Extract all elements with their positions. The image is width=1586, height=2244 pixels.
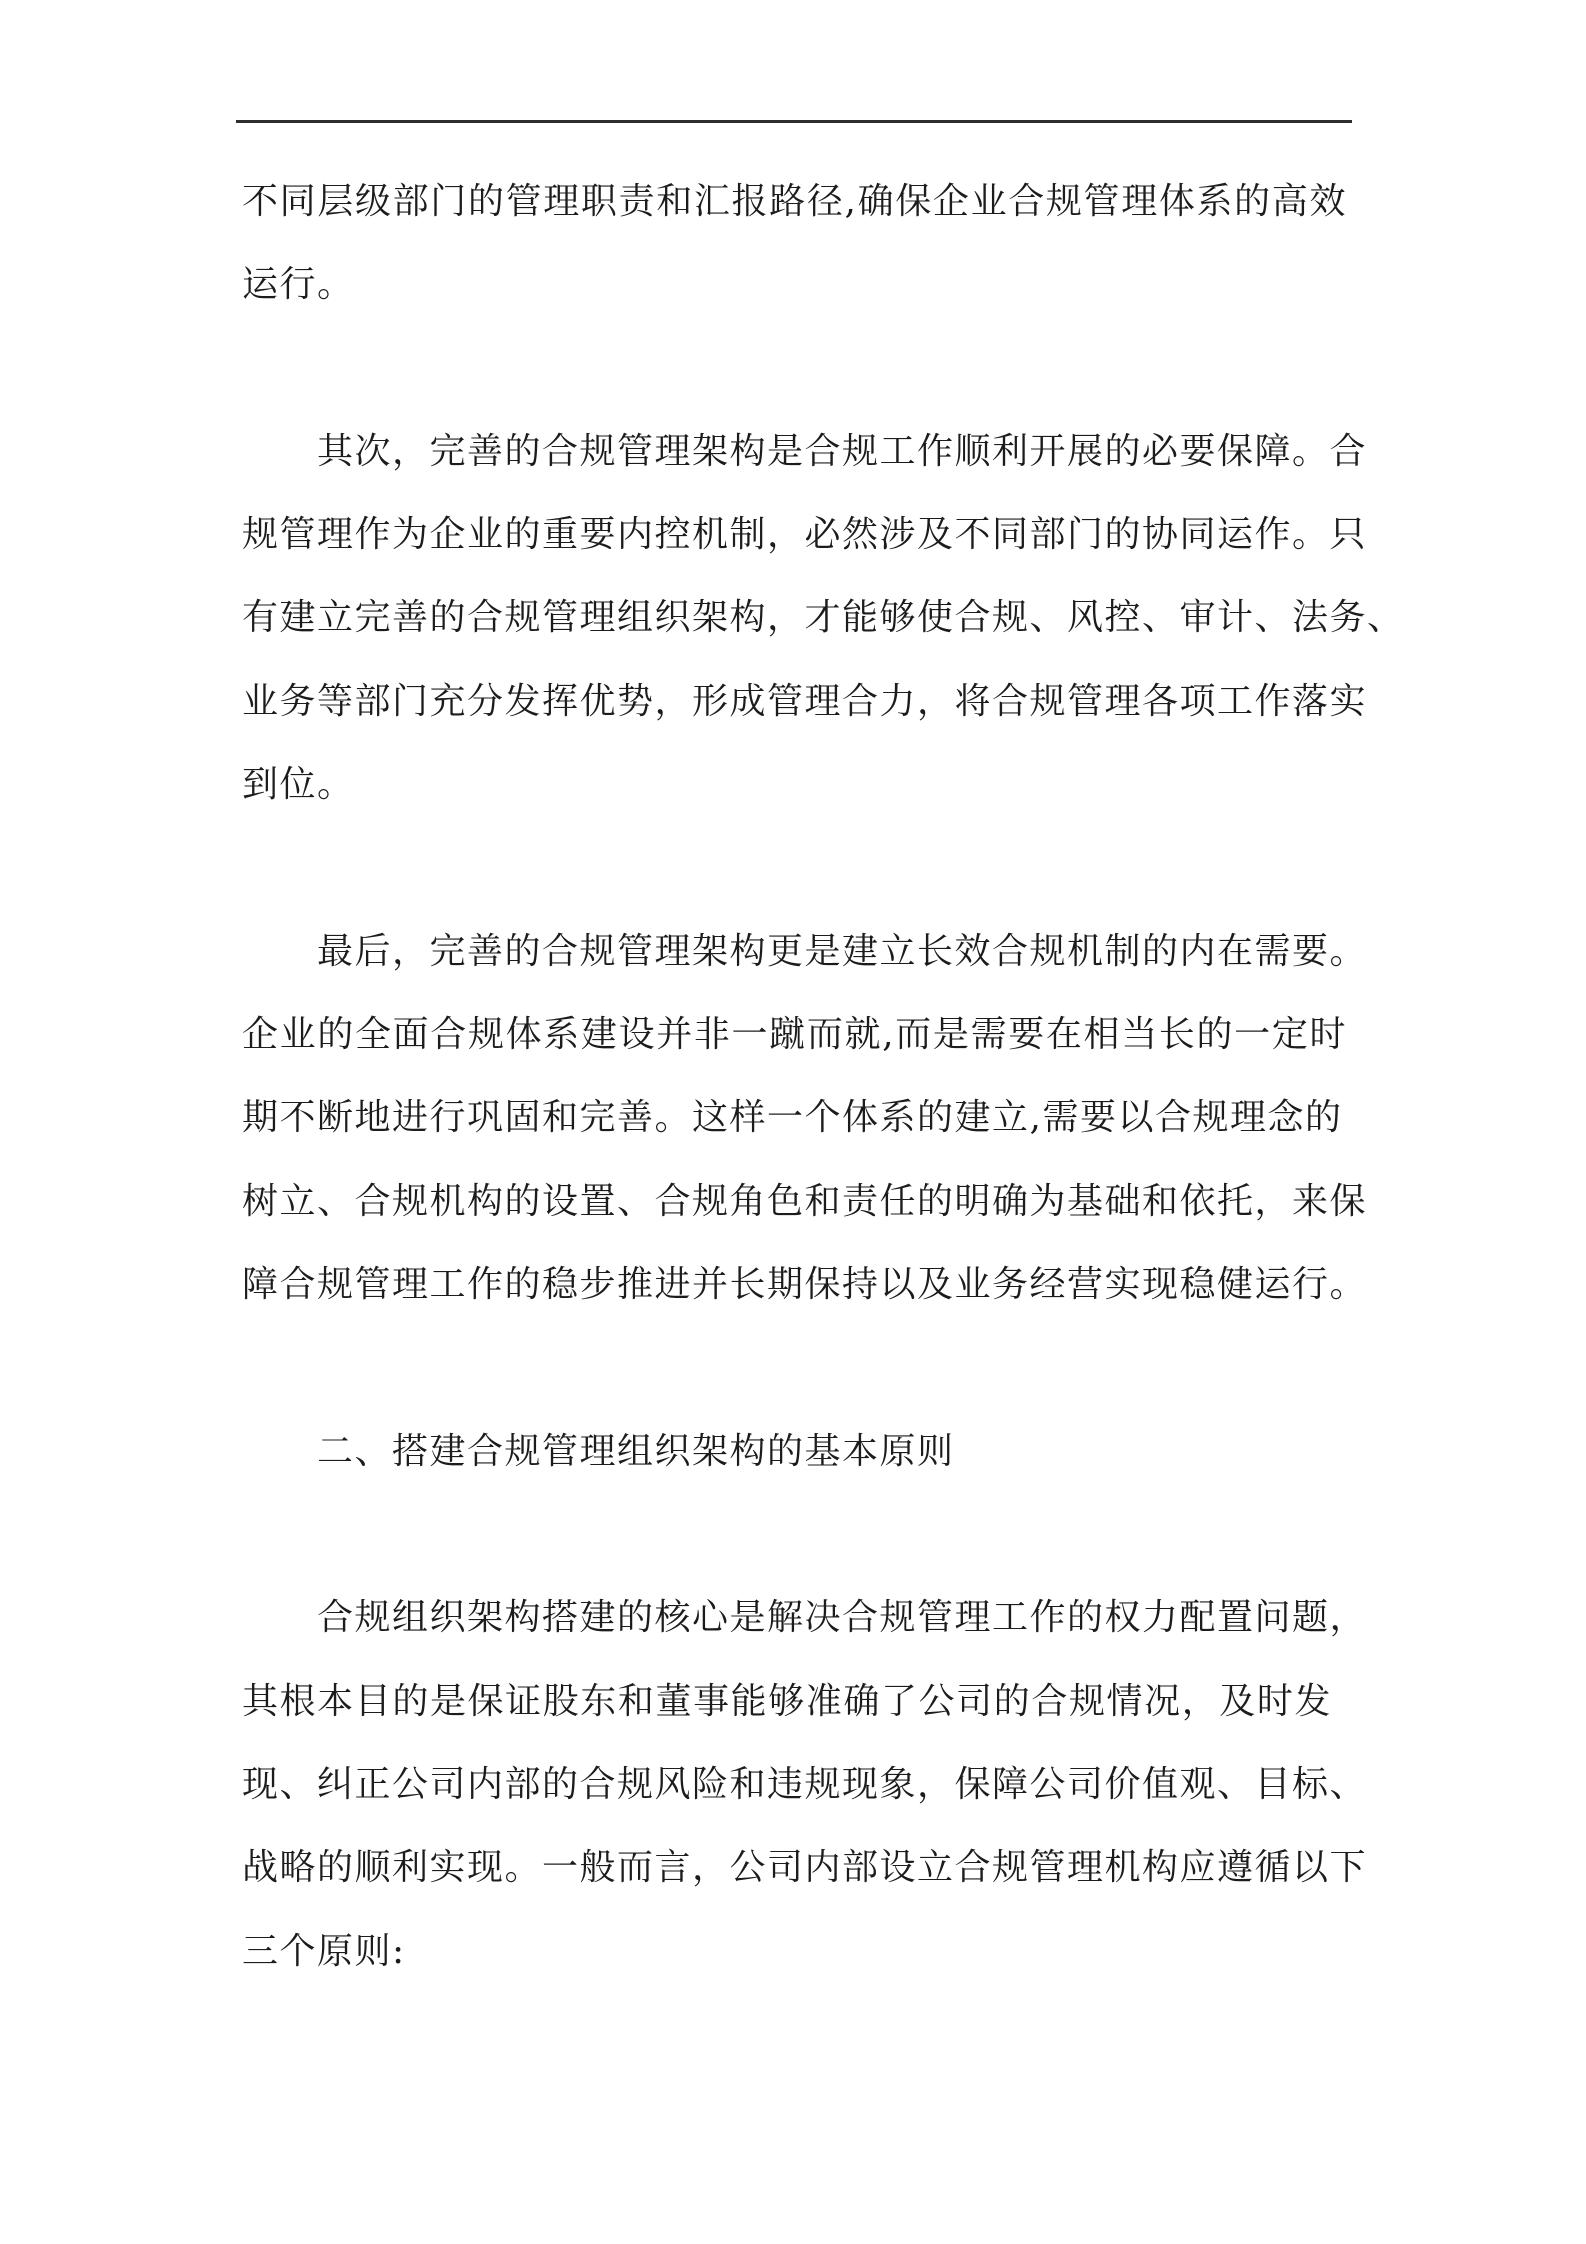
paragraph-line: 其次，完善的合规管理架构是合规工作顺利开展的必要保障。合 [317, 431, 1368, 472]
paragraph-line: 业务等部门充分发挥优势，形成管理合力，将合规管理各项工作落实 [242, 681, 1368, 722]
paragraph-line: 运行。 [242, 264, 355, 305]
paragraph-line: 有建立完善的合规管理组织架构，才能够使合规、风控、审计、法务、 [242, 597, 1405, 638]
paragraph-line: 现、纠正公司内部的合规风险和违规现象，保障公司价值观、目标、 [242, 1764, 1368, 1805]
section-heading: 二、搭建合规管理组织架构的基本原则 [317, 1431, 955, 1472]
paragraph-line: 合规组织架构搭建的核心是解决合规管理工作的权力配置问题， [317, 1597, 1368, 1638]
paragraph-line: 三个原则: [242, 1931, 406, 1972]
paragraph-line: 最后，完善的合规管理架构更是建立长效合规机制的内在需要。 [317, 931, 1368, 972]
paragraph-line: 企业的全面合规体系建设并非一蹴而就,而是需要在相当长的一定时 [242, 1014, 1347, 1055]
paragraph-line: 到位。 [242, 764, 355, 805]
paragraph-line: 规管理作为企业的重要内控机制，必然涉及不同部门的协同运作。只 [242, 514, 1368, 555]
paragraph-line: 其根本目的是保证股东和董事能够准确了公司的合规情况，及时发 [242, 1681, 1332, 1722]
paragraph-line: 期不断地进行巩固和完善。这样一个体系的建立,需要以合规理念的 [242, 1097, 1343, 1138]
paragraph-line: 战略的顺利实现。一般而言，公司内部设立合规管理机构应遵循以下 [242, 1847, 1368, 1888]
paragraph-line: 树立、合规机构的设置、合规角色和责任的明确为基础和依托，来保 [242, 1181, 1368, 1222]
paragraph-line: 障合规管理工作的稳步推进并长期保持以及业务经营实现稳健运行。 [242, 1264, 1368, 1305]
header-rule [236, 120, 1352, 123]
paragraph-line: 不同层级部门的管理职责和汇报路径,确保企业合规管理体系的高效 [242, 181, 1347, 222]
